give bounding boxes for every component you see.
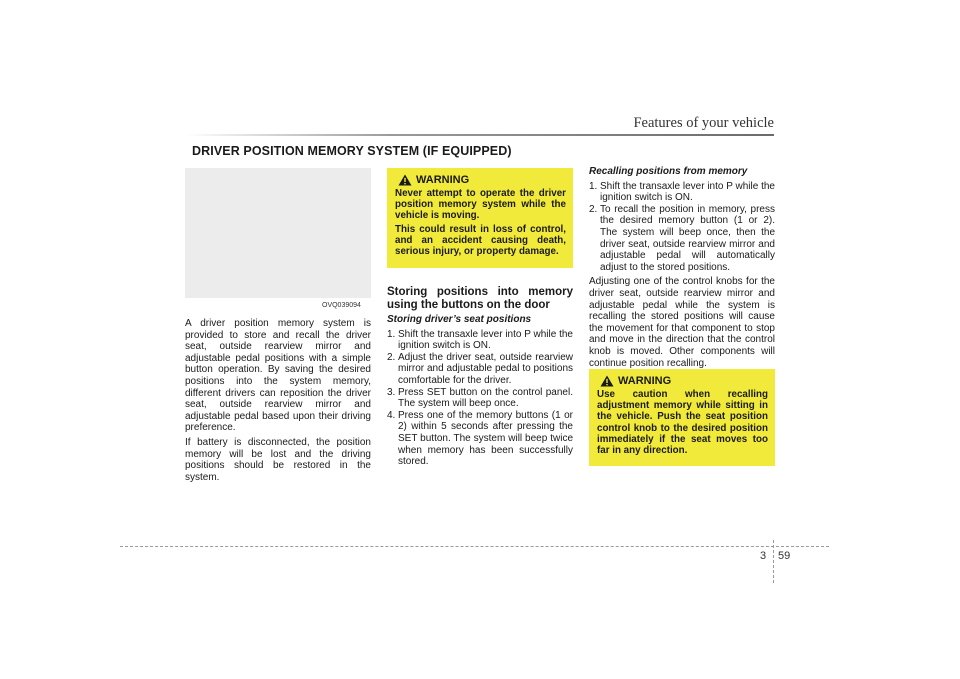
battery-paragraph: If battery is disconnected, the position memory will be lost and the driving positions should be restored in the system. bbox=[185, 436, 371, 483]
warning-header bbox=[395, 174, 566, 186]
step-number: 1. bbox=[387, 328, 396, 340]
recalling-steps bbox=[589, 181, 775, 274]
column-2 bbox=[387, 286, 573, 471]
header-rule bbox=[185, 134, 774, 136]
step-text: Press one of the memory buttons (1 or 2) within 5 seconds after pressing the SET button. The system will beep twice when memory has been successfully stored. bbox=[398, 409, 573, 468]
warning-text: Use caution when recalling adjustment memory while sitting in the vehicle. Push the seat position control knob to the desired position immediately if the seat moves too far in any direction. bbox=[597, 389, 768, 457]
step-text: To recall the position in memory, press the desired memory button (1 or 2). The system will beep once, then the driver seat, outside rearview mirror and adjustable pedal will automatically adjust to the stored positions. bbox=[600, 203, 775, 273]
list-item bbox=[387, 410, 573, 468]
list-item bbox=[387, 387, 573, 410]
list-item bbox=[387, 329, 573, 352]
recalling-paragraph: Adjusting one of the control knobs for the driver seat, outside rearview mirror and adjustable pedal while the system is recalling the stored positions will cause the movement for that component to stop and move in the direction that the control knob is moved. Other components will continue position recalling. bbox=[589, 276, 775, 369]
chapter-number: 3 bbox=[760, 550, 767, 562]
column-1 bbox=[185, 318, 371, 486]
warning-text: This could result in loss of control, and an accident causing death, serious injury, or property damage. bbox=[395, 223, 566, 258]
step-number: 1. bbox=[589, 180, 598, 192]
recalling-subheading: Recalling positions from memory bbox=[589, 166, 748, 177]
page-header-title: Features of your vehicle bbox=[633, 115, 774, 131]
list-item bbox=[387, 352, 573, 387]
warning-box-1 bbox=[387, 168, 573, 268]
step-number: 2. bbox=[589, 203, 598, 215]
figure-code: OVQ039094 bbox=[322, 302, 361, 309]
section-title: DRIVER POSITION MEMORY SYSTEM (IF EQUIPPED) bbox=[192, 144, 512, 158]
list-item bbox=[589, 181, 775, 204]
step-number: 2. bbox=[387, 351, 396, 363]
warning-triangle-icon bbox=[398, 174, 412, 186]
storing-steps bbox=[387, 329, 573, 468]
warning-box-2 bbox=[589, 369, 775, 466]
storing-subheading: Storing driver’s seat positions bbox=[387, 314, 532, 325]
step-text: Shift the transaxle lever into P while the ignition switch is ON. bbox=[600, 180, 775, 204]
column-3 bbox=[589, 166, 775, 372]
footer-rule bbox=[120, 546, 829, 547]
footer-divider bbox=[773, 540, 774, 583]
warning-title: WARNING bbox=[416, 174, 470, 186]
figure-image bbox=[185, 168, 371, 298]
warning-text: Never attempt to operate the driver position memory system while the vehicle is moving. bbox=[395, 188, 566, 222]
step-number: 3. bbox=[387, 386, 396, 398]
intro-paragraph: A driver position memory system is provided to store and recall the driver seat, outside rearview mirror and adjustable pedal positions with a simple button operation. By saving the desired positions into the system memory, different drivers can reposition the driver seat, outside rearview mirror and adjustable pedal based upon their driving preference. bbox=[185, 318, 371, 434]
step-number: 4. bbox=[387, 409, 396, 421]
list-item bbox=[589, 204, 775, 274]
page-number: 59 bbox=[778, 550, 791, 562]
step-text: Adjust the driver seat, outside rearview mirror and adjustable pedal to positions comfortable for the driver. bbox=[398, 351, 573, 386]
warning-header bbox=[597, 375, 768, 387]
storing-heading: Storing positions into memory using the buttons on the door bbox=[387, 286, 573, 311]
warning-title: WARNING bbox=[618, 375, 672, 387]
step-text: Press SET button on the control panel. The system will beep once. bbox=[398, 386, 573, 410]
step-text: Shift the transaxle lever into P while the ignition switch is ON. bbox=[398, 328, 573, 352]
warning-triangle-icon bbox=[600, 375, 614, 387]
